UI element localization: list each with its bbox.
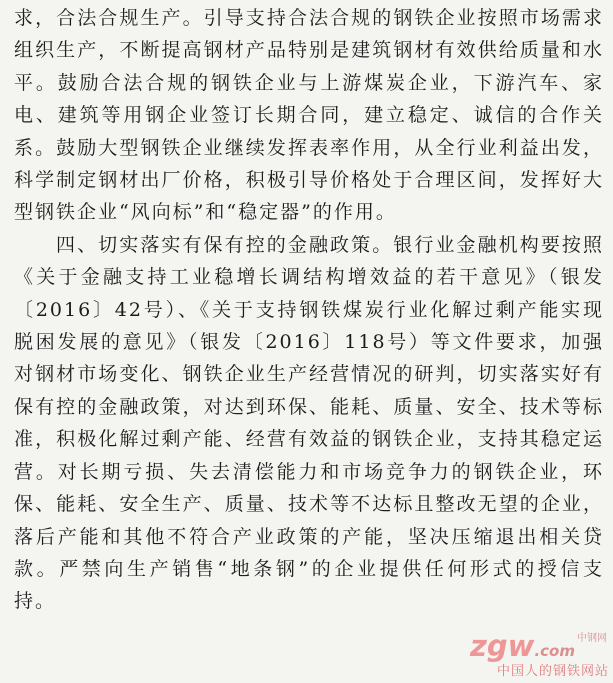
paragraph-financial-policy: 四、切实落实有保有控的金融政策。银行业金融机构要按照《关于金融支持工业稳增长调结构增效益的若干意见》（银发〔2016〕42号）、《关于支持钢铁煤炭行业化解过剩产能实现脱困发展的意见》（银发〔2016〕118号）等文件要求，加强对钢材市场变化、钢铁企业生产经营情况的研判，切实落实好有保有控的金融政策，对达到环保、能耗、质量、安全、技术等标准，积极化解过剩产能、经营有效益的钢铁企业，支持其稳定运营。对长期亏损、失去清偿能力和市场竞争力的钢铁企业，环保、能耗、安全生产、质量、技术等不达标且整改无望的企业，落后产能和其他不符合产业政策的产能，坚决压缩退出相关贷款。严禁向生产销售“地条钢”的企业提供任何形式的授信支持。 [14, 233, 604, 613]
watermark-slogan: 中国人的钢铁网站 [496, 664, 609, 679]
watermark-logo-suffix: .com [534, 642, 575, 660]
watermark-logo [470, 629, 575, 663]
paragraph-continuation: 求，合法合规生产。引导支持合法合规的钢铁企业按照市场需求组织生产，不断提高钢材产品特别是建筑钢材有效供给质量和水平。鼓励合法合规的钢铁企业与上游煤炭企业，下游汽车、家电、建筑等用钢企业签订长期合同，建立稳定、诚信的合作关系。鼓励大型钢铁企业继续发挥表率作用，从全行业利益出发，科学制定钢材出厂价格，积极引导价格处于合理区间，发挥好大型钢铁企业“风向标”和“稳定器”的作用。 [14, 7, 604, 224]
watermark-logo-text: zgw [470, 629, 535, 663]
watermark-tag: 中钢网 [577, 633, 607, 644]
document-body [14, 2, 604, 618]
watermark [449, 629, 609, 679]
